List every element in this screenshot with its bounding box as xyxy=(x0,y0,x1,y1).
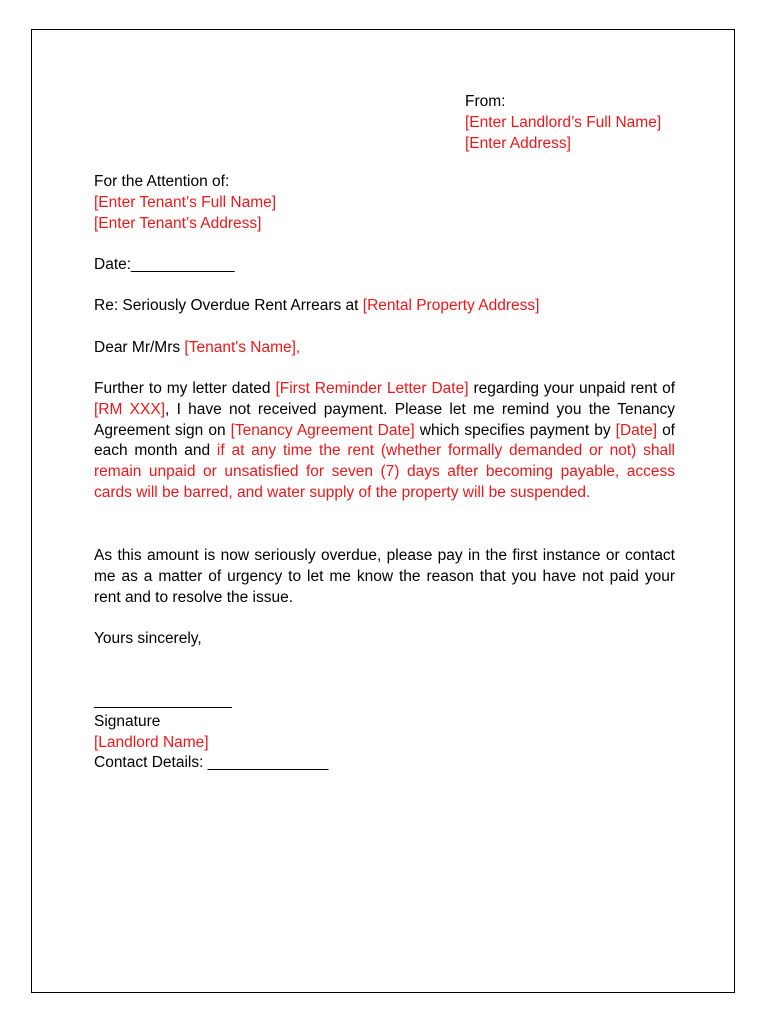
landlord-name-signature-placeholder: [Landlord Name] xyxy=(94,733,209,751)
salutation xyxy=(94,338,675,359)
first-reminder-date-placeholder: [First Reminder Letter Date] xyxy=(275,380,469,397)
landlord-address-placeholder: [Enter Address] xyxy=(465,135,571,152)
from-label: From: xyxy=(465,93,506,110)
subject-line xyxy=(94,296,675,317)
signature-label: Signature xyxy=(94,712,161,730)
closing-text: Yours sincerely, xyxy=(94,630,202,647)
tenancy-agreement-date-placeholder: [Tenancy Agreement Date] xyxy=(230,421,415,439)
tenant-address-placeholder: [Enter Tenant’s Address] xyxy=(94,214,262,232)
tenant-name-salutation-placeholder: [Tenant's Name], xyxy=(184,339,301,356)
tenant-name-placeholder: [Enter Tenant’s Full Name] xyxy=(94,193,277,211)
letter-page xyxy=(31,29,735,993)
body-paragraph-1: Further to my letter dated [First Reminder Letter Date] regarding your unpaid rent of [RM XXX], I have not received payment. Please let me remind you the Tenancy Agreement sign on [Tenancy Agreement Date] which specifies payment by [Date] of each month and if at any time the rent (whether formally demanded or not) shall remain unpaid or unsatisfied for seven (7) days after becoming payable, access cards will be barred, and water supply of the property will be suspended. xyxy=(94,380,676,501)
attention-label: For the Attention of: xyxy=(94,173,230,190)
from-block xyxy=(465,91,661,154)
subject-text: Re: Seriously Overdue Rent Arrears at xyxy=(94,297,363,314)
landlord-name-placeholder: [Enter Landlord’s Full Name] xyxy=(465,114,662,131)
body-paragraph-2: As this amount is now seriously overdue, please pay in the first instance or contact me as a matter of urgency to let me know the reason that you have not paid your rent and to resolve the issue. xyxy=(94,547,675,606)
salutation-text: Dear Mr/Mrs xyxy=(94,339,185,356)
penalty-clause: if at any time the rent (whether formally demanded or not) shall remain unpaid or unsatisfied for seven (7) days after becoming payable, access cards will be barred, and water supply of the property will be suspended. xyxy=(94,442,675,501)
rent-amount-placeholder: [RM XXX] xyxy=(94,400,166,418)
date-text: Date:____________ xyxy=(94,256,235,273)
signature-block xyxy=(94,691,675,774)
contact-details: Contact Details: ______________ xyxy=(94,754,329,772)
attention-block xyxy=(94,172,675,234)
property-address-placeholder: [Rental Property Address] xyxy=(362,297,540,314)
signature-line: ________________ xyxy=(94,692,232,709)
closing xyxy=(94,629,675,650)
payment-date-placeholder: [Date] xyxy=(615,421,658,439)
date-line xyxy=(94,255,675,276)
